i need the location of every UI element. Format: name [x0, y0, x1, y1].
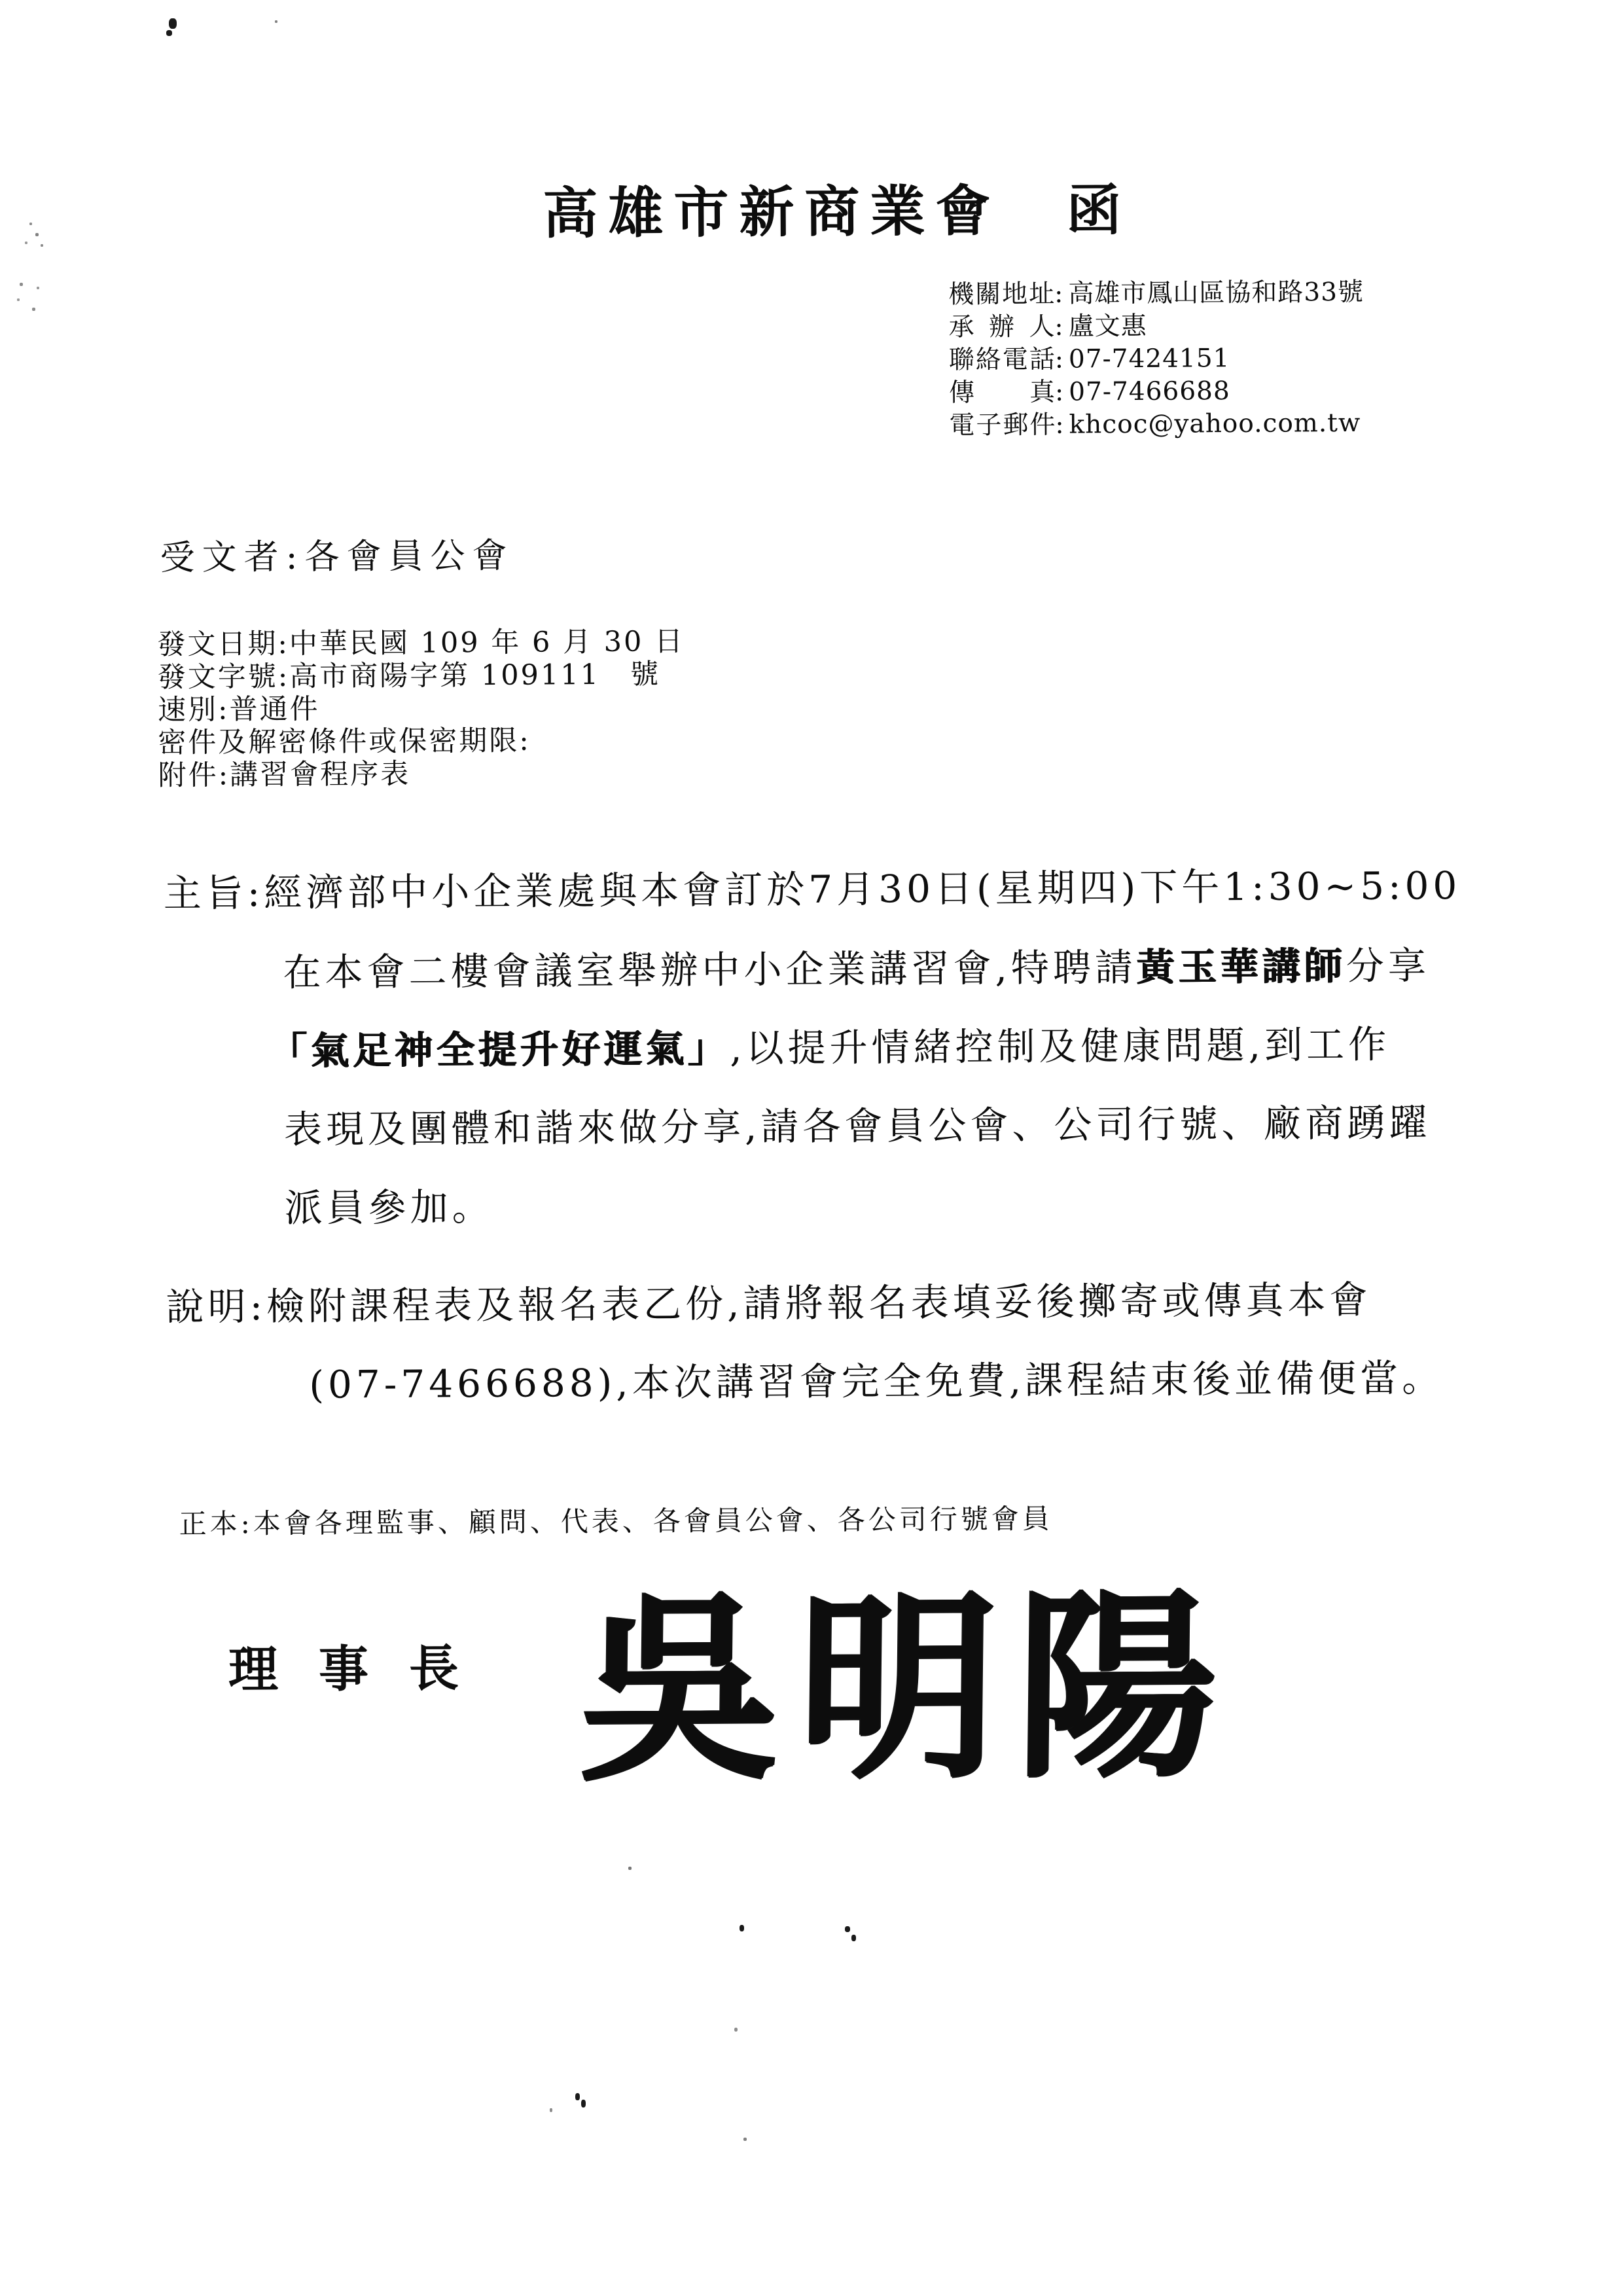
- chairman-title: 理事長: [228, 1638, 500, 1699]
- colon: :: [1055, 410, 1064, 440]
- scan-artifact: [25, 242, 27, 244]
- secrecy-line: 密件及解密條件或保密期限:: [158, 724, 531, 760]
- subject-text-2b: 分享: [1346, 943, 1431, 989]
- dispatch-number-line: 發文字號:高市商陽字第 109111 號: [157, 658, 661, 694]
- scan-artifact: [29, 223, 32, 225]
- scan-artifact: [166, 30, 172, 36]
- speed-class-line: 速別:普通件: [157, 692, 320, 727]
- scan-artifact: [851, 1935, 856, 1941]
- document-title: 高雄市新商業會 函: [543, 177, 1132, 246]
- scan-artifact: [628, 1867, 632, 1870]
- contact-phone-row: [949, 345, 1364, 380]
- contact-email-label: 電子郵件: [949, 410, 1056, 440]
- scan-artifact: [275, 20, 277, 23]
- scan-artifact: [20, 283, 23, 286]
- colon: :: [1054, 312, 1063, 342]
- subject-label: 主旨:: [163, 870, 264, 916]
- description-line-1: [166, 1277, 1372, 1330]
- scan-artifact: [845, 1926, 850, 1932]
- scan-artifact: [17, 298, 20, 301]
- subject-line-5: 派員參加。: [284, 1184, 494, 1230]
- scan-artifact: [32, 308, 35, 311]
- description-label: 說明:: [166, 1284, 267, 1330]
- recipient-line: 受文者:各會員公會: [160, 535, 514, 579]
- contact-person-row: [948, 312, 1364, 348]
- colon: :: [1054, 377, 1064, 407]
- scan-artifact: [169, 18, 177, 29]
- colon: :: [1054, 344, 1064, 374]
- sender-contact-block: [948, 279, 1364, 446]
- copy-recipients-line: 正本:本會各理監事、顧問、代表、各會員公會、各公司行號會員: [179, 1502, 1053, 1540]
- subject-line-3: [269, 1022, 1391, 1074]
- contact-fax-row: [949, 378, 1364, 413]
- dispatch-date-line: 發文日期:中華民國 109 年 6 月 30 日: [157, 625, 685, 662]
- contact-phone-label: 聯絡電話: [948, 344, 1055, 375]
- contact-person-label: 承辦人: [948, 312, 1055, 342]
- contact-address-value: 高雄市鳳山區協和路33號: [1068, 277, 1364, 309]
- contact-address-label: 機關地址: [948, 279, 1055, 310]
- scan-artifact: [35, 233, 39, 236]
- scan-artifact: [41, 244, 43, 247]
- contact-address-row: [948, 279, 1364, 315]
- chairman-signature: 吳明陽: [578, 1569, 1237, 1808]
- dispatch-meta-block: [157, 625, 685, 795]
- contact-phone-value: 07-7424151: [1068, 344, 1230, 374]
- description-text-1: 檢附課程表及報名表乙份,請將報名表填妥後擲寄或傳真本會: [266, 1277, 1372, 1329]
- subject-line-2: [283, 943, 1431, 995]
- description-line-2: (07-7466688),本次講習會完全免費,課程結束後並備便當。: [309, 1355, 1444, 1407]
- subject-line-4: 表現及團體和諧來做分享,請各會員公會、公司行號、廠商踴躍: [283, 1100, 1431, 1152]
- contact-person-value: 盧文惠: [1068, 311, 1147, 342]
- attachment-line: 附件:講習會程序表: [158, 757, 411, 793]
- scan-artifact: [575, 2093, 580, 2100]
- scan-artifact: [740, 1925, 744, 1931]
- contact-fax-label: 傳真: [948, 377, 1056, 408]
- subject-text-1: 經濟部中小企業處與本會訂於7月30日(星期四)下午1:30~5:00: [264, 863, 1461, 916]
- scan-artifact: [743, 2138, 747, 2141]
- lecturer-name-emphasis: 黃玉華講師: [1136, 944, 1347, 990]
- contact-email-row: [949, 410, 1364, 446]
- subject-line-1: [163, 863, 1461, 916]
- subject-text-2a: 在本會二樓會議室舉辦中小企業講習會,特聘請: [283, 944, 1137, 995]
- scan-artifact: [550, 2108, 552, 2112]
- course-title-emphasis: 「氣足神全提升好運氣」: [269, 1026, 730, 1074]
- colon: :: [1054, 279, 1063, 309]
- contact-email-value: khcoc@yahoo.com.tw: [1069, 408, 1361, 440]
- scan-artifact: [37, 287, 39, 289]
- subject-text-3: ,以提升情緒控制及健康問題,到工作: [730, 1022, 1391, 1071]
- scan-artifact: [581, 2100, 586, 2108]
- scan-artifact: [734, 2028, 738, 2032]
- contact-fax-value: 07-7466688: [1069, 376, 1230, 407]
